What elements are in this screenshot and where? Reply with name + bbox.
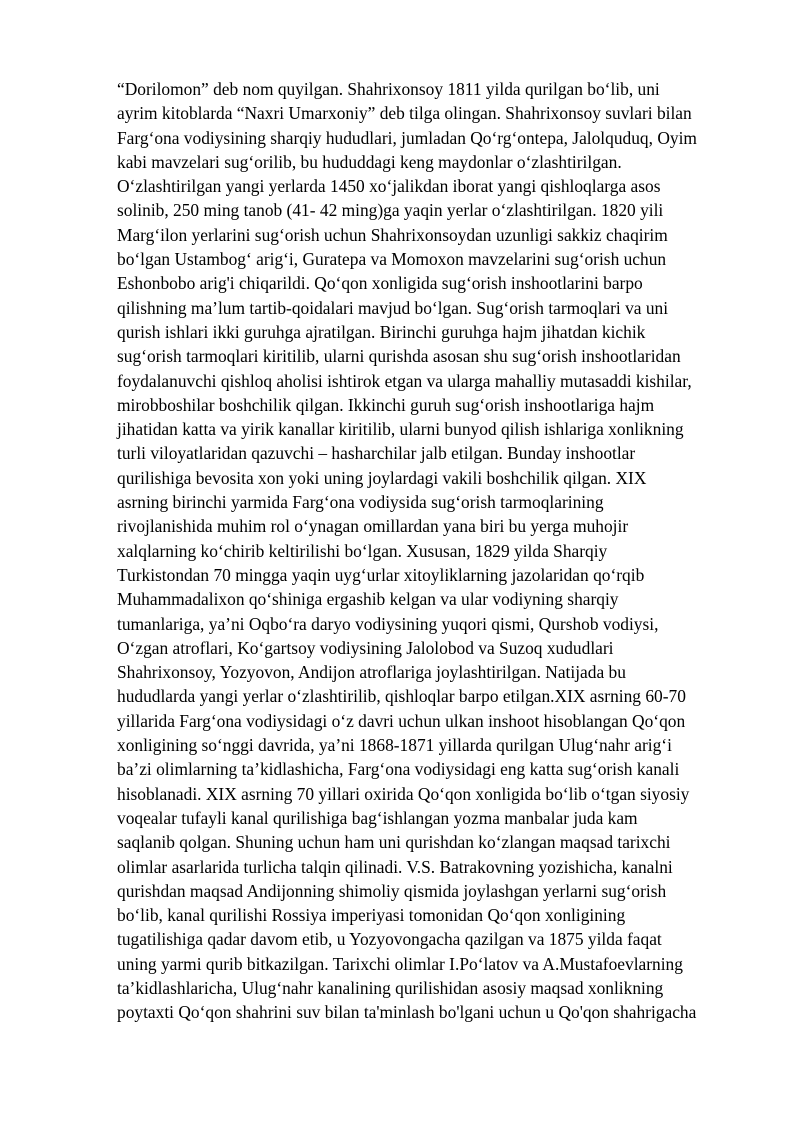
text-line: bo‘lgan Ustambog‘ arig‘i, Guratepa va Momoxon mavzelarini sug‘orish uchun: [117, 249, 667, 270]
text-line: foydalanuvchi qishloq aholisi ishtirok etgan va ularga mahalliy mutasaddi kishilar,: [117, 370, 692, 391]
text-line: turli viloyatlaridan qazuvchi – hasharchilar jalb etilgan. Bunday inshootlar: [117, 443, 636, 464]
text-line: uning yarmi qurib bitkazilgan. Tarixchi olimlar I.Po‘latov va A.Mustafoevlarning: [117, 953, 683, 974]
text-line: hududlarda yangi yerlar o‘zlashtirilib, qishloqlar barpo etilgan.XIX asrning 60-70: [117, 686, 686, 707]
text-line: Shahrixonsoy, Yozyovon, Andijon atroflariga joylashtirilgan. Natijada bu: [117, 662, 626, 683]
text-line: yillarida Farg‘ona vodiysidagi o‘z davri uchun ulkan inshoot hisoblangan Qo‘qon: [117, 710, 686, 731]
text-line: Muhammadalixon qo‘shiniga ergashib kelgan va ular vodiyning sharqiy: [117, 589, 619, 610]
text-line: hisoblanadi. XIX asrning 70 yillari oxirida Qo‘qon xonligida bo‘lib o‘tgan siyosiy: [117, 783, 690, 804]
text-line: xonligining so‘nggi davrida, ya’ni 1868-1871 yillarda qurilgan Ulug‘nahr arig‘i: [117, 735, 672, 756]
text-line: solinib, 250 ming tanob (41- 42 ming)ga yaqin yerlar o‘zlashtirilgan. 1820 yili: [117, 200, 664, 221]
text-line: Farg‘ona vodiysining sharqiy hududlari, jumladan Qo‘rg‘ontepa, Jalolquduq, Oyim: [117, 127, 697, 148]
text-line: Turkistondan 70 mingga yaqin uyg‘urlar xitoyliklarning jazolaridan qo‘rqib: [117, 564, 645, 585]
text-line: ba’zi olimlarning ta’kidlashicha, Farg‘ona vodiysidagi eng katta sug‘orish kanali: [117, 759, 680, 780]
text-line: poytaxti Qo‘qon shahrini suv bilan ta'minlash bo'lgani uchun u Qo'qon shahrigacha: [117, 1002, 697, 1023]
text-line: olimlar asarlarida turlicha talqin qilinadi. V.S. Batrakovning yozishicha, kanalni: [117, 856, 673, 877]
text-line: qurishdan maqsad Andijonning shimoliy qismida joylashgan yerlarni sug‘orish: [117, 880, 667, 901]
text-line: qurilishiga bevosita xon yoki uning joylardagi vakili boshchilik qilgan. XIX: [117, 467, 647, 488]
text-line: asrning birinchi yarmida Farg‘ona vodiysida sug‘orish tarmoqlarining: [117, 492, 604, 513]
text-line: tumanlariga, ya’ni Oqbo‘ra daryo vodiysining yuqori qismi, Qurshob vodiysi,: [117, 613, 659, 634]
body-text: [117, 77, 757, 1025]
text-line: jihatidan katta va yirik kanallar kiritilib, ularni bunyod qilish ishlariga xonlikning: [117, 419, 684, 440]
text-line: O‘zgan atroflari, Ko‘gartsoy vodiysining Jalolobod va Suzoq xududlari: [117, 637, 614, 658]
text-line: “Dorilomon” deb nom quyilgan. Shahrixonsoy 1811 yilda qurilgan bo‘lib, uni: [117, 79, 660, 99]
text-line: rivojlanishida muhim rol o‘ynagan omillardan yana biri bu yerga muhojir: [117, 516, 629, 537]
text-line: Marg‘ilon yerlarini sug‘orish uchun Shahrixonsoydan uzunligi sakkiz chaqirim: [117, 224, 668, 245]
text-line: qilishning ma’lum tartib-qoidalari mavjud bo‘lgan. Sug‘orish tarmoqlari va uni: [117, 297, 669, 318]
text-line: voqealar tufayli kanal qurilishiga bag‘ishlangan yozma manbalar juda kam: [117, 807, 638, 828]
text-line: Eshonbobo arig'i chiqarildi. Qo‘qon xonligida sug‘orish inshootlarini barpo: [117, 273, 643, 294]
text-line: ayrim kitoblarda “Naxri Umarxoniy” deb tilga olingan. Shahrixonsoy suvlari bilan: [117, 103, 692, 124]
text-line: tugatilishiga qadar davom etib, u Yozyovongacha qazilgan va 1875 yilda faqat: [117, 929, 662, 950]
text-line: ta’kidlashlaricha, Ulug‘nahr kanalining qurilishidan asosiy maqsad xonlikning: [117, 977, 664, 998]
text-line: mirobboshilar boshchilik qilgan. Ikkinchi guruh sug‘orish inshootlariga hajm: [117, 394, 655, 415]
text-line: bo‘lib, kanal qurilishi Rossiya imperiyasi tomonidan Qo‘qon xonligining: [117, 905, 626, 926]
text-line: O‘zlashtirilgan yangi yerlarda 1450 xo‘jalikdan iborat yangi qishloqlarga asos: [117, 176, 661, 197]
text-line: kabi mavzelari sug‘orilib, bu hududdagi keng maydonlar o‘zlashtirilgan.: [117, 151, 622, 172]
text-line: sug‘orish tarmoqlari kiritilib, ularni qurishda asosan shu sug‘orish inshootlaridan: [117, 346, 681, 367]
text-line: qurish ishlari ikki guruhga ajratilgan. Birinchi guruhga hajm jihatdan kichik: [117, 321, 646, 342]
text-line: xalqlarning ko‘chirib keltirilishi bo‘lgan. Xususan, 1829 yilda Sharqiy: [117, 540, 608, 561]
text-line: saqlanib qolgan. Shuning uchun ham uni qurishdan ko‘zlangan maqsad tarixchi: [117, 832, 671, 853]
